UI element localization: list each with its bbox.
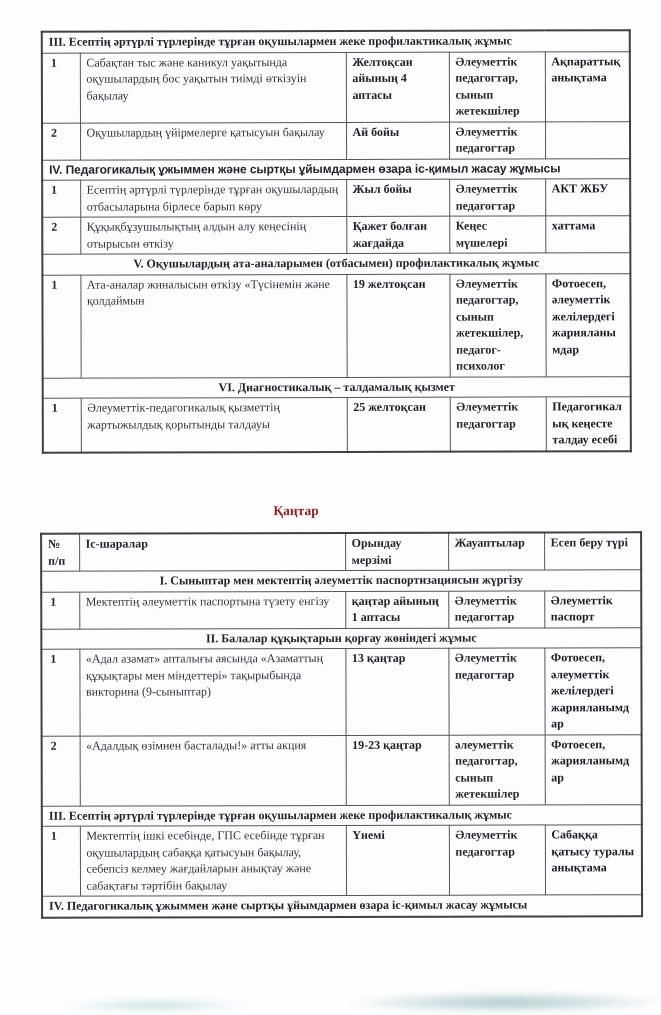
cell-responsible: Әлеуметтік педагогтар <box>448 590 544 627</box>
section-title: ІІІ. Есептің әртүрлі түрлерінде тұрған оқушылармен жеке профилактикалық жұмыс <box>42 804 642 826</box>
section-header-row <box>42 158 630 180</box>
cell-responsible: Кеңес мүшелері <box>449 216 545 253</box>
cell-report-type: АКТ ЖБУ <box>545 179 630 216</box>
column-header-row <box>41 532 641 571</box>
cell-report-type: Фотоесеп, әлеуметтік желілердегі жарияланымдар <box>545 273 630 376</box>
section-header-row <box>42 253 630 275</box>
cell-responsible: Әлеуметтік педагогтар <box>450 397 546 451</box>
table-row <box>42 51 630 123</box>
scan-smudge <box>56 997 256 1014</box>
table-row <box>42 216 630 255</box>
table-row <box>42 179 630 218</box>
table-row <box>42 825 642 897</box>
cell-number: 1 <box>42 826 80 896</box>
cell-report-type: Әлеуметтік паспорт <box>544 590 641 627</box>
cell-number: 1 <box>41 649 79 736</box>
cell-activity: Есептің әртүрлі түрлерінде тұрған оқушылардың отбасыларына бірлесе барып көру <box>80 179 346 217</box>
section-title: І. Сыныптар мен мектептің әлеуметтік паспортизациясын жүргізу <box>41 570 641 592</box>
section-title: ІІ. Балалар құқықтарын қорғау жөніндегі жұмыс <box>41 627 641 649</box>
cell-activity: Оқушылардың үйірмелерге қатысуын бақылау <box>80 122 346 160</box>
cell-activity: Мектептің әлеуметтік паспортына түзету енгізу <box>79 591 345 629</box>
table-row <box>42 121 630 160</box>
cell-report-type: Фотоесеп, әлеуметтік желілердегі жарияланымдар <box>544 648 641 735</box>
cell-term: Ай бойы <box>346 122 449 159</box>
table-row <box>42 273 630 378</box>
month-heading: Қаңтар <box>273 503 319 519</box>
cell-number: 2 <box>42 217 80 254</box>
cell-responsible: Әлеуметтік педагогтар <box>449 179 545 216</box>
cell-responsible: Әлеуметтік педагогтар <box>449 825 545 895</box>
cell-activity: Әлеуметтік-педагогикалық қызметтің жартыжылдық қорытынды талдауы <box>81 397 347 452</box>
section-title: VI. Диагностикалық – талдамалық қызмет <box>43 376 631 398</box>
table-row <box>42 734 642 806</box>
cell-report-type: Педагогикалық кеңесте талдау есебі <box>546 397 631 451</box>
cell-activity: Ата-аналар жиналысын өткізу «Түсінемін және қолдаймын <box>80 274 346 378</box>
cell-activity: «Адал азамат» апталығы аясында «Азаматтың құқықтары мен міндеттері» тақырыбында викторина (9-сыныптар) <box>79 648 345 735</box>
cell-report-type <box>545 121 630 158</box>
section-header-row <box>43 376 631 398</box>
cell-number: 1 <box>42 53 80 123</box>
table-row <box>41 590 641 629</box>
column-header: Орындау мерзімі <box>345 533 448 571</box>
section-header-row <box>41 570 641 592</box>
table-row <box>41 648 641 736</box>
table-row <box>43 397 631 453</box>
section-header-row <box>42 804 642 826</box>
cell-activity: Мектептің ішкі есебінде, ГПС есебінде тұрған оқушылардың сабаққа қатысуын бақылау, себепсіз келмеу жағдайларын анықтау және сабақтағы тәртібін бақылау <box>80 825 346 896</box>
cell-term: Үнемі <box>346 825 449 895</box>
cell-activity: «Адалдық өзімнен басталады!» атты акция <box>80 735 346 806</box>
section-title: V. Оқушылардың ата-аналарымен (отбасымен) профилактикалық жұмыс <box>42 253 630 275</box>
column-header: Жауаптылар <box>448 532 544 570</box>
column-header: № п/п <box>41 534 79 572</box>
cell-responsible: әлеуметтік педагогтар, сынып жетекшілер <box>449 734 545 804</box>
scan-smudge <box>346 991 661 1014</box>
cell-term: Жыл бойы <box>346 179 449 216</box>
cell-report-type: Ақпараттық анықтама <box>545 51 630 121</box>
january-plan-table <box>40 531 643 918</box>
cell-number: 1 <box>43 398 81 452</box>
cell-report-type: Фотоесеп, жарияланымдар <box>545 734 642 804</box>
cell-term: 19 желтоқсан <box>346 274 449 377</box>
section-title: IV. Педагогикалық ұжыммен және сыртқы ұйымдармен өзара іс-қимыл жасау жұмысы <box>42 895 642 918</box>
cell-report-type: Сабаққа қатысу туралы анықтама <box>545 825 642 895</box>
cell-report-type: хаттама <box>545 216 630 253</box>
cell-term: 13 қаңтар <box>345 648 448 735</box>
cell-term: 25 желтоқсан <box>347 397 450 451</box>
cell-number: 1 <box>41 592 79 629</box>
section-title: IV. Педагогикалық ұжыммен және сыртқы ұйымдармен өзара іс-қимыл жасау жұмысы <box>42 158 630 180</box>
section-header-row <box>41 627 641 649</box>
cell-term: 19-23 қаңтар <box>346 735 449 805</box>
cell-activity: Сабақтан тыс және каникул уақытында оқушылардың бос уақытын тиімді өткізуін бақылау <box>80 52 346 123</box>
cell-activity: Құқықбұзушылықтың алдын алу кеңесінің отырысын өткізу <box>80 216 346 254</box>
cell-number: 2 <box>42 123 80 160</box>
section-title: ІІІ. Есептің әртүрлі түрлерінде тұрған оқушылармен жеке профилактикалық жұмыс <box>42 30 630 53</box>
cell-term: қаңтар айының 1 аптасы <box>345 591 448 628</box>
cell-number: 1 <box>42 275 80 378</box>
column-header: Есеп беру түрі <box>544 532 641 570</box>
cell-responsible: Әлеуметтік педагогтар, сынып жетекшілер <box>449 51 545 121</box>
cell-term: Қажет болған жағдайда <box>346 216 449 253</box>
cell-responsible: Әлеуметтік педагогтар, сынып жетекшілер, педагог-психолог <box>449 273 545 376</box>
cell-responsible: Әлеуметтік педагогтар <box>448 648 544 735</box>
column-header: Іс-шаралар <box>79 533 345 571</box>
december-plan-table <box>41 29 632 453</box>
cell-term: Желтоқсан айының 4 аптасы <box>346 52 449 122</box>
cell-responsible: Әлеуметтік педагогтар <box>449 121 545 158</box>
cell-number: 1 <box>42 180 80 217</box>
cell-number: 2 <box>42 736 80 806</box>
section-header-row <box>42 895 642 918</box>
section-header-row <box>42 30 630 53</box>
